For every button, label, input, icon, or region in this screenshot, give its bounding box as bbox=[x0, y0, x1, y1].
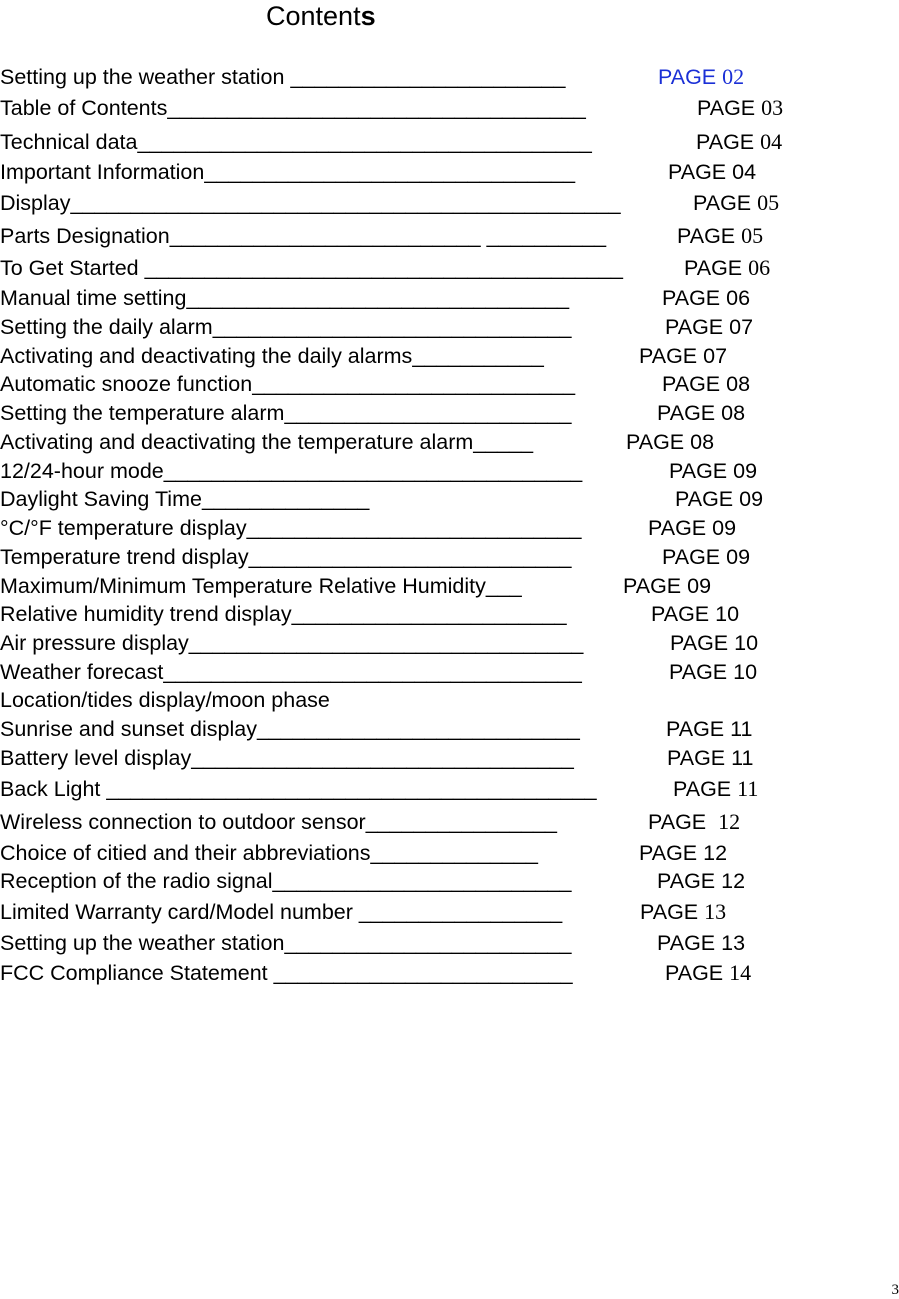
toc-entry-label: Daylight Saving Time bbox=[0, 487, 202, 511]
toc-page-ref: PAGE 12 bbox=[639, 841, 727, 865]
toc-entry-label: Maximum/Minimum Temperature Relative Humidity bbox=[0, 574, 486, 598]
toc-entry-leader: ______________________________________________ bbox=[71, 191, 621, 215]
toc-entry[interactable] bbox=[0, 717, 580, 741]
toc-entry-leader: _________________________ bbox=[268, 961, 573, 985]
toc-entry[interactable] bbox=[0, 130, 592, 154]
toc-entry-label: Automatic snooze function bbox=[0, 372, 252, 396]
toc-entry[interactable] bbox=[0, 631, 583, 655]
toc-entry-label: Battery level display bbox=[0, 746, 191, 770]
toc-entry-leader: _______________________ bbox=[292, 602, 567, 626]
toc-entry-label: Activating and deactivating the temperature alarm bbox=[0, 430, 473, 454]
toc-page-ref: PAGE 06 bbox=[684, 256, 770, 280]
toc-entry-label: Important Information bbox=[0, 160, 204, 184]
toc-entry-label: Wireless connection to outdoor sensor bbox=[0, 810, 366, 834]
toc-entry-label: Parts Designation bbox=[0, 224, 170, 248]
toc-page-ref: PAGE 06 bbox=[662, 286, 750, 310]
toc-page-ref: PAGE 11 bbox=[667, 746, 753, 770]
toc-entry-label: To Get Started bbox=[0, 256, 139, 280]
toc-entry-label: Setting the daily alarm bbox=[0, 315, 213, 339]
toc-entry-label: Choice of citied and their abbreviations bbox=[0, 841, 371, 865]
toc-entry-leader: ________________________________ bbox=[191, 746, 574, 770]
toc-entry[interactable] bbox=[0, 286, 569, 310]
toc-page-ref: PAGE 04 bbox=[696, 130, 782, 154]
toc-entry-leader: ________________________ bbox=[284, 401, 571, 425]
toc-entry-leader: _______________________________ bbox=[204, 160, 575, 184]
toc-entry-label: Activating and deactivating the daily alarms bbox=[0, 344, 412, 368]
toc-entry-leader: ___________________________ bbox=[252, 372, 575, 396]
toc-entry-leader: _________________________________ bbox=[189, 631, 584, 655]
toc-page-ref: PAGE 07 bbox=[639, 344, 727, 368]
toc-entry-label: Table of Contents bbox=[0, 96, 167, 120]
toc-entry-label: °C/°F temperature display bbox=[0, 516, 247, 540]
toc-entry[interactable] bbox=[0, 746, 574, 770]
toc-entry-leader: ___________________________________ bbox=[163, 660, 582, 684]
toc-page-ref: PAGE 11 bbox=[673, 777, 758, 801]
toc-page-ref: PAGE 09 bbox=[669, 459, 757, 483]
toc-entry[interactable] bbox=[0, 344, 544, 368]
toc-entry-leader: ______________________________________ bbox=[137, 130, 591, 154]
toc-entry-leader: ______________________________ bbox=[213, 315, 572, 339]
toc-page-ref: PAGE 09 bbox=[675, 487, 763, 511]
toc-entry-label: Setting up the weather station bbox=[0, 931, 284, 955]
toc-page-ref: PAGE 03 bbox=[697, 96, 783, 120]
toc-entry-leader: _________________________________________ bbox=[100, 777, 596, 801]
toc-entry[interactable] bbox=[0, 459, 582, 483]
toc-entry-label: 12/24-hour mode bbox=[0, 459, 164, 483]
toc-entry[interactable] bbox=[0, 430, 533, 454]
toc-entry-leader: _____ bbox=[473, 430, 533, 454]
toc-entry-leader: ________________ bbox=[366, 810, 557, 834]
toc-entry-label: Sunrise and sunset display bbox=[0, 717, 257, 741]
toc-entry-leader: ________________________________ bbox=[186, 286, 569, 310]
toc-entry[interactable] bbox=[0, 401, 571, 425]
toc-page-ref: PAGE 08 bbox=[657, 401, 745, 425]
toc-page-ref: PAGE 10 bbox=[669, 660, 757, 684]
toc-entry-label: Back Light bbox=[0, 777, 100, 801]
toc-entry[interactable] bbox=[0, 869, 571, 893]
toc-entry[interactable] bbox=[0, 660, 582, 684]
toc-entry[interactable] bbox=[0, 191, 621, 215]
toc-entry[interactable] bbox=[0, 602, 567, 626]
toc-entry-leader: __________________________ __________ bbox=[170, 224, 606, 248]
toc-page-ref: PAGE 07 bbox=[665, 315, 753, 339]
toc-page-ref: PAGE 05 bbox=[677, 224, 763, 248]
toc-entry[interactable] bbox=[0, 931, 571, 955]
toc-entry-label: FCC Compliance Statement bbox=[0, 961, 268, 985]
toc-entry-label: Weather forecast bbox=[0, 660, 163, 684]
toc-entry-label: Setting the temperature alarm bbox=[0, 401, 284, 425]
toc-page-ref: PAGE 12 bbox=[657, 869, 745, 893]
toc-page-ref: PAGE 09 bbox=[662, 545, 750, 569]
toc-page-ref: PAGE 10 bbox=[670, 631, 758, 655]
toc-page-ref: PAGE 02 bbox=[658, 65, 744, 89]
toc-entry-label: Temperature trend display bbox=[0, 545, 249, 569]
toc-entry[interactable] bbox=[0, 224, 606, 248]
title-last-letter: s bbox=[361, 1, 376, 31]
toc-page-ref: PAGE 08 bbox=[662, 372, 750, 396]
toc-entry-leader: ___________ bbox=[412, 344, 544, 368]
page-title bbox=[266, 0, 376, 32]
toc-page-ref: PAGE 08 bbox=[626, 430, 714, 454]
toc-entry[interactable] bbox=[0, 900, 562, 924]
title-main: Content bbox=[266, 1, 361, 31]
toc-page-ref: PAGE 12 bbox=[648, 810, 740, 834]
toc-entry-leader: _________________ bbox=[353, 900, 562, 924]
toc-page-ref: PAGE 09 bbox=[623, 574, 711, 598]
toc-entry[interactable] bbox=[0, 372, 575, 396]
toc-entry[interactable] bbox=[0, 961, 573, 985]
toc-entry-leader: ___________________________ bbox=[249, 545, 572, 569]
toc-entry[interactable] bbox=[0, 516, 581, 540]
toc-entry-leader: _________________________ bbox=[273, 869, 572, 893]
toc-entry-label: Reception of the radio signal bbox=[0, 869, 273, 893]
toc-entry-leader: ______________ bbox=[202, 487, 369, 511]
toc-entry-leader: ________________________ bbox=[284, 931, 571, 955]
toc-entry[interactable] bbox=[0, 810, 557, 834]
toc-entry[interactable] bbox=[0, 841, 538, 865]
toc-entry-label: Display bbox=[0, 191, 71, 215]
toc-page-ref: PAGE 05 bbox=[693, 191, 779, 215]
toc-entry[interactable] bbox=[0, 160, 575, 184]
toc-entry-label: Relative humidity trend display bbox=[0, 602, 292, 626]
toc-page-ref: PAGE 09 bbox=[648, 516, 736, 540]
toc-entry[interactable] bbox=[0, 545, 571, 569]
toc-page-ref: PAGE 13 bbox=[657, 931, 745, 955]
toc-entry-leader: ___________________________ bbox=[257, 717, 580, 741]
toc-entry[interactable] bbox=[0, 256, 623, 280]
toc-entry-leader: ______________ bbox=[371, 841, 538, 865]
toc-entry-label: Technical data bbox=[0, 130, 137, 154]
toc-entry-label: Manual time setting bbox=[0, 286, 186, 310]
toc-entry[interactable] bbox=[0, 688, 330, 712]
toc-page-ref: PAGE 13 bbox=[640, 900, 726, 924]
page-number: 3 bbox=[892, 1281, 899, 1299]
toc-entry-leader: ____________________________ bbox=[247, 516, 582, 540]
toc-entry-label: Air pressure display bbox=[0, 631, 189, 655]
toc-entry-leader: ___ bbox=[486, 574, 522, 598]
toc-entry-label: Limited Warranty card/Model number bbox=[0, 900, 353, 924]
toc-page-ref: PAGE 04 bbox=[668, 160, 756, 184]
toc-entry[interactable] bbox=[0, 777, 597, 801]
toc-entry[interactable] bbox=[0, 574, 522, 598]
toc-entry-leader: ___________________________________ bbox=[164, 459, 583, 483]
toc-entry[interactable] bbox=[0, 487, 369, 511]
toc-page-ref: PAGE 10 bbox=[651, 602, 739, 626]
toc-entry-label: Setting up the weather station bbox=[0, 65, 284, 89]
toc-entry-leader: _______________________ bbox=[284, 65, 565, 89]
toc-entry-leader: ________________________________________ bbox=[139, 256, 623, 280]
toc-page-ref: PAGE 11 bbox=[666, 717, 752, 741]
toc-entry[interactable] bbox=[0, 96, 586, 120]
toc-entry-label: Location/tides display/moon phase bbox=[0, 688, 330, 712]
toc-entry[interactable] bbox=[0, 315, 571, 339]
toc-entry-leader: ___________________________________ bbox=[167, 96, 586, 120]
toc-page-ref: PAGE 14 bbox=[665, 961, 751, 985]
toc-entry[interactable] bbox=[0, 65, 565, 89]
